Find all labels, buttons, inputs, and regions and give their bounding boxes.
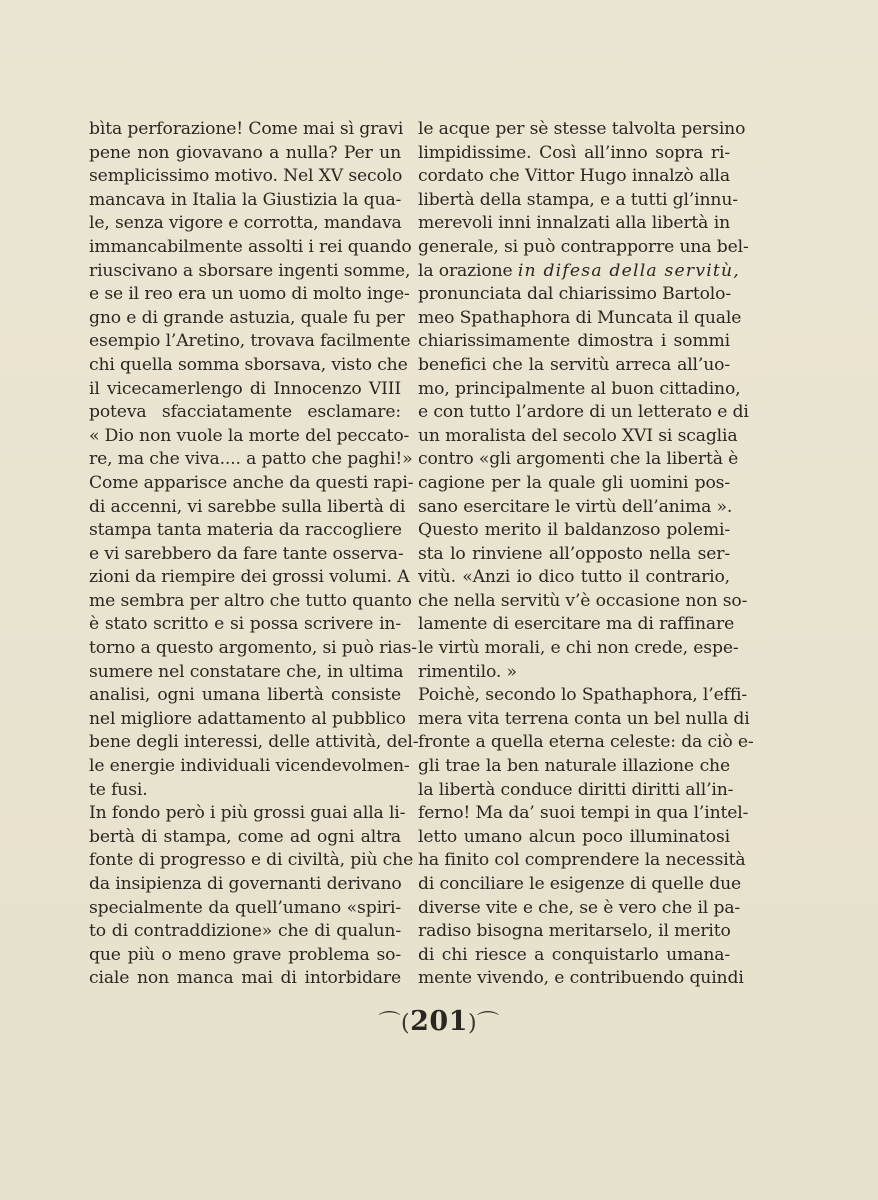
text-line-with-italic [418,260,740,284]
text-line: te fusi. [89,779,148,800]
text-line: bertà di stampa, come ad ogni altra [89,826,401,847]
text-line: e vi sarebbero da fare tante osserva- [89,543,404,564]
text-line: pene non giovavano a nulla? Per un [89,142,401,163]
text-line: mo, principalmente al buon cittadino, [418,378,741,399]
text-line: ha finito col comprendere la necessità [418,850,746,871]
text-line: bìta perforazione! Come mai sì gravi [89,119,404,139]
text-line: mancava in Italia la Giustizia la qua- [89,189,402,210]
page-number-value: 201 [410,1006,468,1037]
text-line: il vicecamerlengo di Innocenzo VIII [89,378,401,399]
text-line: mera vita terrena conta un bel nulla di [418,708,750,729]
text-line: vitù. «Anzi io dico tutto il contrario, [418,567,730,588]
text-line: merevoli inni innalzati alla libertà in [418,213,730,234]
text-line: libertà della stampa, e a tutti gl’innu- [418,189,738,210]
text-line: le, senza vigore e corrotta, mandava [89,213,402,234]
left-text-column [89,118,419,991]
text-line: nel migliore adattamento al pubblico [89,708,406,729]
text-line: e con tutto l’ardore di un letterato e di [418,402,749,423]
text-line: cagione per la quale gli uomini pos- [418,472,730,493]
text-line: to di contraddizione» che di qualun- [89,921,401,942]
text-line: la libertà conduce diritti diritti all’in- [418,779,734,800]
text-line: di chi riesce a conquistarlo umana- [418,944,730,965]
text-line: contro «gli argomenti che la libertà è [418,449,739,470]
text-line: un moralista del secolo XVI si scaglia [418,425,738,446]
text-line: specialmente da quell’umano «spiri- [89,897,401,918]
text-line: limpidissime. Così all’inno sopra ri- [418,142,730,163]
text-line: benefici che la servitù arreca all’uo- [418,354,730,375]
text-run: la orazione [418,260,513,281]
text-line: poteva sfacciatamente esclamare: [89,402,401,423]
text-line: me sembra per altro che tutto quanto [89,590,412,611]
text-line: ferno! Ma da’ suoi tempi in qua l’intel- [418,803,749,824]
text-line: cordato che Vittor Hugo innalzò alla [418,166,730,187]
text-line: immancabilmente assolti i rei quando [89,236,412,257]
text-line: « Dio non vuole la morte del peccato- [89,425,410,446]
text-line: sta lo rinviene all’opposto nella ser- [418,543,730,564]
folio-ornament-right: )⌒ [467,1011,500,1036]
text-line: meo Spathaphora di Muncata il quale [418,307,742,328]
text-line: mente vivendo, e contribuendo quindi [418,968,744,989]
text-line: riuscivano a sborsare ingenti somme, [89,260,411,281]
text-line: bene degli interessi, delle attività, del- [89,732,419,753]
text-line: e se il reo era un uomo di molto inge- [89,284,410,305]
right-text-column [418,118,754,991]
text-line: ciale non manca mai di intorbidare [89,968,401,989]
page-number [0,1006,878,1037]
text-line: le acque per sè stesse talvolta persino [418,119,746,139]
text-line: Poichè, secondo lo Spathaphora, l’effi- [418,685,748,706]
text-line: le virtù morali, e chi non crede, espe- [418,638,739,659]
text-line: que più o meno grave problema so- [89,944,401,965]
text-line: fonte di progresso e di civiltà, più che [89,850,414,871]
text-line: le energie individuali vicendevolmen- [89,756,410,777]
text-line: lamente di esercitare ma di raffinare [418,614,735,635]
text-line: semplicissimo motivo. Nel XV secolo [89,166,403,187]
text-line: radiso bisogna meritarselo, il merito [418,921,731,942]
text-line: sano esercitare le virtù dell’anima ». [418,496,733,517]
text-line: In fondo però i più grossi guai alla li- [89,803,406,824]
text-line: re, ma che viva.... a patto che paghi!» [89,449,413,470]
text-line: Questo merito il baldanzoso polemi- [418,520,730,541]
text-line: rimentilo. » [418,661,517,682]
text-line: fronte a quella eterna celeste: da ciò e- [418,732,754,753]
text-line: da insipienza di governanti derivano [89,874,402,894]
text-line: gno e di grande astuzia, quale fu per [89,307,405,328]
text-line: letto umano alcun poco illuminatosi [418,826,730,847]
text-line: zioni da riempire dei grossi volumi. A [89,567,410,588]
text-line: diverse vite e che, se è vero che il pa- [418,897,741,918]
text-line: sumere nel constatare che, in ultima [89,661,404,682]
text-line: stampa tanta materia da raccogliere [89,520,402,541]
italic-text-run: in difesa della servitù, [517,260,740,281]
text-line: chi quella somma sborsava, visto che [89,354,408,375]
text-line: chiarissimamente dimostra i sommi [418,331,730,352]
text-line: esempio l’Aretino, trovava facilmente [89,331,411,352]
text-line: torno a questo argomento, si può rias- [89,638,417,659]
text-line: Come apparisce anche da questi rapi- [89,472,414,493]
text-line: che nella servitù v’è occasione non so- [418,590,748,611]
text-line: di conciliare le esigenze di quelle due [418,874,742,894]
text-line: di accenni, vi sarebbe sulla libertà di [89,496,406,517]
text-line: generale, si può contrapporre una bel- [418,236,749,257]
text-line: è stato scritto e si possa scrivere in- [89,614,401,635]
text-line: analisi, ogni umana libertà consiste [89,685,401,706]
text-line: gli trae la ben naturale illazione che [418,756,730,777]
folio-ornament-left: ⌒( [378,1011,411,1036]
text-line: pronunciata dal chiarissimo Bartolo- [418,284,731,305]
